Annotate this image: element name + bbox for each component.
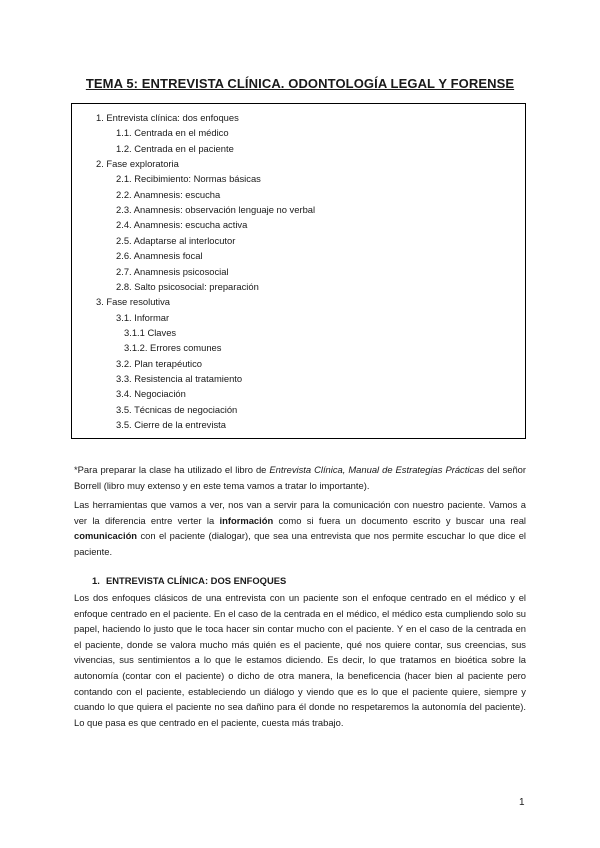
toc-item: 3.3. Resistencia al tratamiento	[116, 372, 243, 384]
toc-item: 3.4. Negociación	[116, 388, 186, 400]
toc-item: 2.4. Anamnesis: escucha activa	[116, 219, 248, 231]
toc-item: 2.1. Recibimiento: Normas básicas	[116, 173, 261, 185]
toc-item: 3.5. Técnicas de negociación	[116, 403, 238, 415]
page-number: 1	[519, 797, 525, 808]
keyword-informacion: información	[219, 514, 274, 526]
toc-item: 2.5. Adaptarse al interlocutor	[116, 234, 236, 246]
toc-item: 3.1. Informar	[116, 311, 170, 323]
toc-item: 3.2. Plan terapéutico	[116, 357, 202, 369]
toc-item: 2. Fase exploratoria	[96, 158, 179, 170]
toc-item: 1. Entrevista clínica: dos enfoques	[96, 112, 239, 123]
intro-paragraph	[74, 497, 526, 559]
toc-item: 2.3. Anamnesis: observación lenguaje no verbal	[116, 204, 316, 216]
intro-text-mid: como si fuera un documento escrito y buscar una real	[273, 514, 526, 526]
section-heading	[92, 575, 286, 586]
section-paragraph: Los dos enfoques clásicos de una entrevista con un paciente son el enfoque centrado en el médico y el enfoque centrado en el paciente. En el caso de la centrada en el médico, el médico esta cumpliendo solo su papel, haciendo lo justo que le toca hacer sin contar mucho con el paciente. Y en el caso de la centrada en el paciente, donde se valora mucho más quién es el paciente, qué nos quiere contar, sus creencias, sus vivencias, sus sentimientos a lo que le estamos diciendo. Es decir, lo que tratamos en bioética sobre la autonomía (contar con el paciente) o dicho de otra manera, la beneficencia (hacer bien al paciente pero contando con el paciente, estableciendo un diálogo y viendo que es lo que el paciente quiere, siempre y cuando lo que quiera el paciente no sea dañino para él donde no respetaremos la autonomía del paciente). Lo que pasa es que centrado en el paciente, cuesta más trabajo.	[74, 592, 526, 728]
intro-text-end: con el paciente (dialogar), que sea una entrevista que nos permite escuchar lo que dice el paciente.	[74, 530, 526, 557]
toc-item: 2.8. Salto psicosocial: preparación	[116, 280, 259, 292]
toc-item: 3.1.2. Errores comunes	[124, 342, 222, 354]
toc-item: 3.5. Cierre de la entrevista	[116, 419, 226, 430]
page-title: TEMA 5: ENTREVISTA CLÍNICA. ODONTOLOGÍA LEGAL Y FORENSE	[85, 76, 515, 91]
toc-item: 2.2. Anamnesis: escucha	[116, 188, 221, 200]
intro-text-start: Las herramientas que vamos a ver, nos van a servir para la comunicación con nuestro paciente. Vamos a ver la diferencia entre verter la	[74, 499, 526, 526]
table-of-contents	[71, 103, 526, 439]
section-number: 1.	[92, 575, 100, 586]
toc-item: 3.1.1 Claves	[124, 326, 177, 338]
intro-note	[74, 462, 526, 493]
toc-item: 3. Fase resolutiva	[96, 296, 170, 308]
toc-item: 2.7. Anamnesis psicosocial	[116, 265, 229, 277]
toc-item: 1.1. Centrada en el médico	[116, 127, 229, 139]
section-title: ENTREVISTA CLÍNICA: DOS ENFOQUES	[106, 575, 287, 586]
keyword-comunicacion: comunicación	[74, 530, 138, 542]
toc-item: 1.2. Centrada en el paciente	[116, 142, 234, 154]
book-title: Entrevista Clínica, Manual de Estrategias Prácticas	[269, 464, 485, 475]
toc-item: 2.6. Anamnesis focal	[116, 250, 203, 262]
intro-note-suffix: del señor Borrell (libro muy extenso y en este tema vamos a tratar lo importante).	[74, 464, 526, 491]
intro-note-prefix: *Para preparar la clase ha utilizado el libro de	[74, 464, 270, 475]
